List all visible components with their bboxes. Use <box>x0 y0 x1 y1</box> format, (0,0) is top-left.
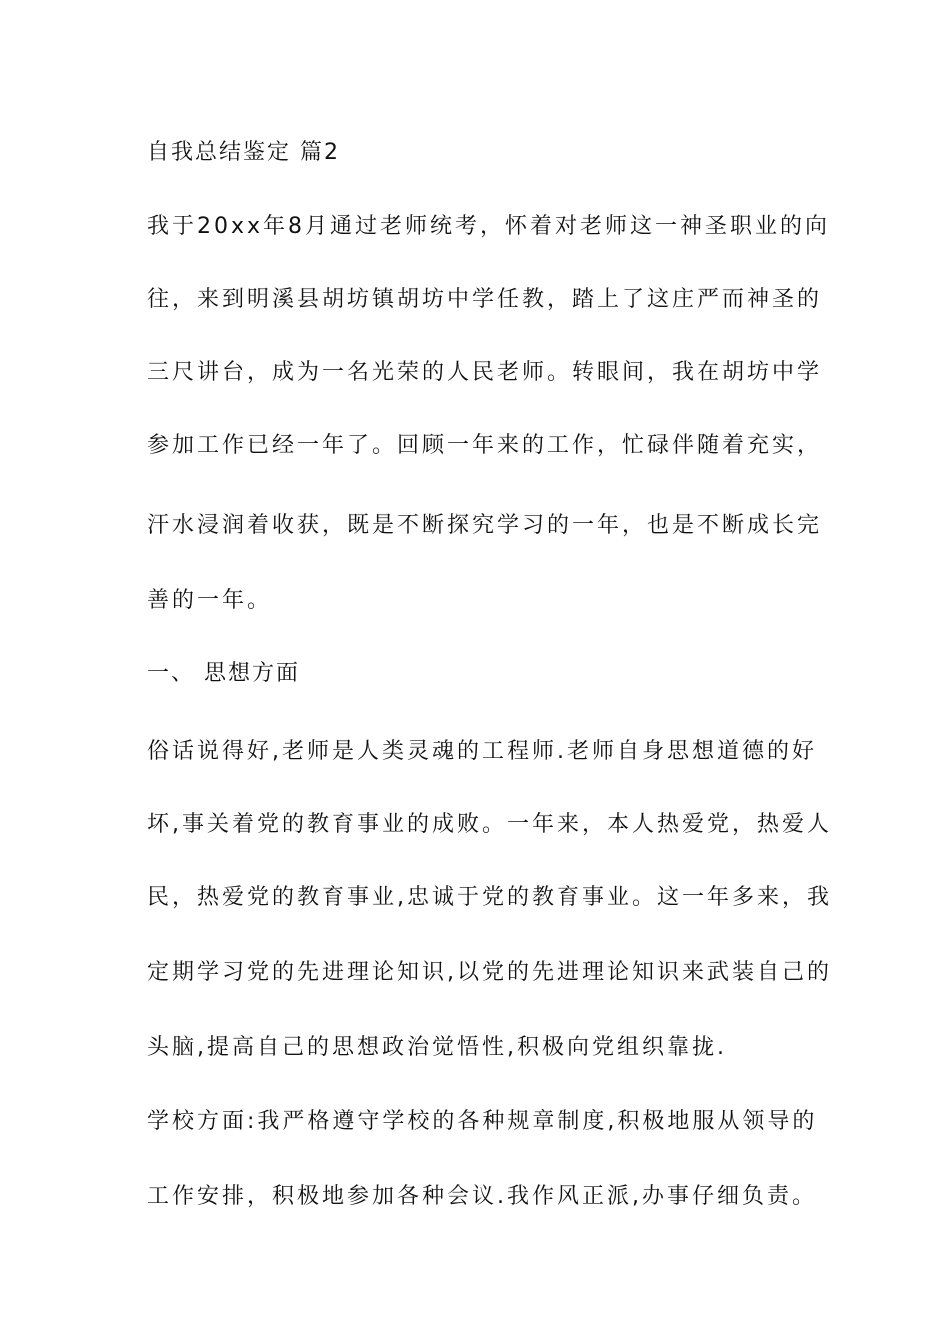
paragraph-1-line-6: 善的一年。 <box>147 588 273 613</box>
paragraph-1-line-1: 我于20xx年8月通过老师统考，怀着对老师这一神圣职业的向 <box>147 214 831 239</box>
paragraph-2-line-2: 坏,事关着党的教育事业的成败。一年来，本人热爱党，热爱人 <box>147 812 832 837</box>
paragraph-2-line-3: 民，热爱党的教育事业,忠诚于党的教育事业。这一年多来，我 <box>147 885 832 910</box>
paragraph-2-line-5: 头脑,提高自己的思想政治觉悟性,积极向党组织靠拢. <box>147 1035 727 1060</box>
document-title: 自我总结鉴定 篇2 <box>147 140 340 165</box>
paragraph-1-line-2: 往，来到明溪县胡坊镇胡坊中学任教，踏上了这庄严而神圣的 <box>147 287 823 312</box>
paragraph-2-line-4: 定期学习党的先进理论知识,以党的先进理论知识来武装自己的 <box>147 960 832 985</box>
paragraph-2-line-1: 俗话说得好,老师是人类灵魂的工程师.老师自身思想道德的好 <box>147 739 817 764</box>
paragraph-1-line-4: 参加工作已经一年了。回顾一年来的工作，忙碌伴随着充实， <box>147 433 823 458</box>
paragraph-3-line-1: 学校方面:我严格遵守学校的各种规章制度,积极地服从领导的 <box>147 1109 818 1134</box>
paragraph-3-line-2: 工作安排，积极地参加各种会议.我作风正派,办事仔细负责。 <box>147 1184 817 1209</box>
paragraph-1-line-3: 三尺讲台，成为一名光荣的人民老师。转眼间，我在胡坊中学 <box>147 360 823 385</box>
paragraph-1-line-5: 汗水浸润着收获，既是不断探究学习的一年，也是不断成长完 <box>147 513 823 538</box>
section-heading: 一、 思想方面 <box>147 661 300 686</box>
